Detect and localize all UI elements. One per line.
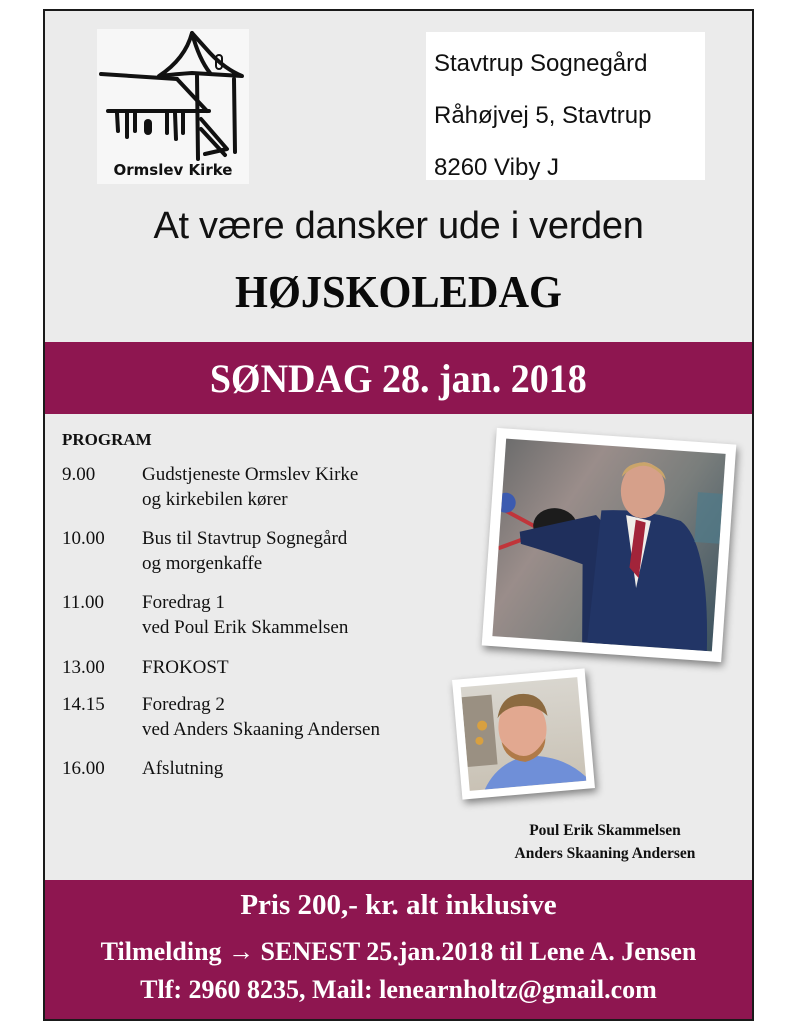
date-banner <box>45 342 752 414</box>
speaker-photo-anders <box>452 668 595 799</box>
program-time: 13.00 <box>62 657 105 678</box>
program-time: 10.00 <box>62 528 105 549</box>
poster <box>43 9 754 1021</box>
contact-text: Tlf: 2960 8235, Mail: lenearnholtz@gmail.com <box>140 975 657 1004</box>
program-description: Afslutning <box>142 758 224 779</box>
speaker-name: Anders Skaaning Andersen <box>514 845 696 862</box>
program-description: Foredrag 2 ved Anders Skaaning Andersen <box>142 694 380 740</box>
event-date: SØNDAG 28. jan. 2018 <box>210 355 587 401</box>
program-time: 16.00 <box>62 758 105 779</box>
event-subtitle: At være dansker ude i verden <box>153 205 644 247</box>
program-description: Bus til Stavtrup Sognegård og morgenkaffe <box>142 528 348 574</box>
speaker-image <box>461 677 587 791</box>
address-line-street: Råhøjvej 5, Stavtrup <box>434 102 652 129</box>
program-time: 9.00 <box>62 464 96 485</box>
logo-text: Ormslev Kirke <box>113 161 233 179</box>
program-description: FROKOST <box>142 657 229 678</box>
speaker-name: Poul Erik Skammelsen <box>529 822 681 839</box>
church-drawing-icon <box>97 29 249 164</box>
program-description: Gudstjeneste Ormslev Kirke og kirkebilen kører <box>142 464 359 510</box>
speaker-image <box>492 439 725 652</box>
footer-banner <box>45 880 752 1019</box>
program-time: 14.15 <box>62 694 105 715</box>
price-text: Pris 200,- kr. alt inklusive <box>240 889 557 921</box>
program-heading: PROGRAM <box>62 430 152 449</box>
speaker-photo-poul-erik <box>482 428 737 662</box>
signup-text: Tilmelding → SENEST 25.jan.2018 til Lene A. Jensen <box>100 937 697 966</box>
venue-address <box>426 32 705 180</box>
address-line-city: 8260 Viby J <box>434 154 559 181</box>
program-description: Foredrag 1 ved Poul Erik Skammelsen <box>142 592 349 638</box>
speaker-names <box>465 819 745 865</box>
church-logo <box>97 29 249 184</box>
program-time: 11.00 <box>62 592 105 613</box>
address-line-venue: Stavtrup Sognegård <box>434 50 648 77</box>
event-title: HØJSKOLEDAG <box>235 266 562 317</box>
